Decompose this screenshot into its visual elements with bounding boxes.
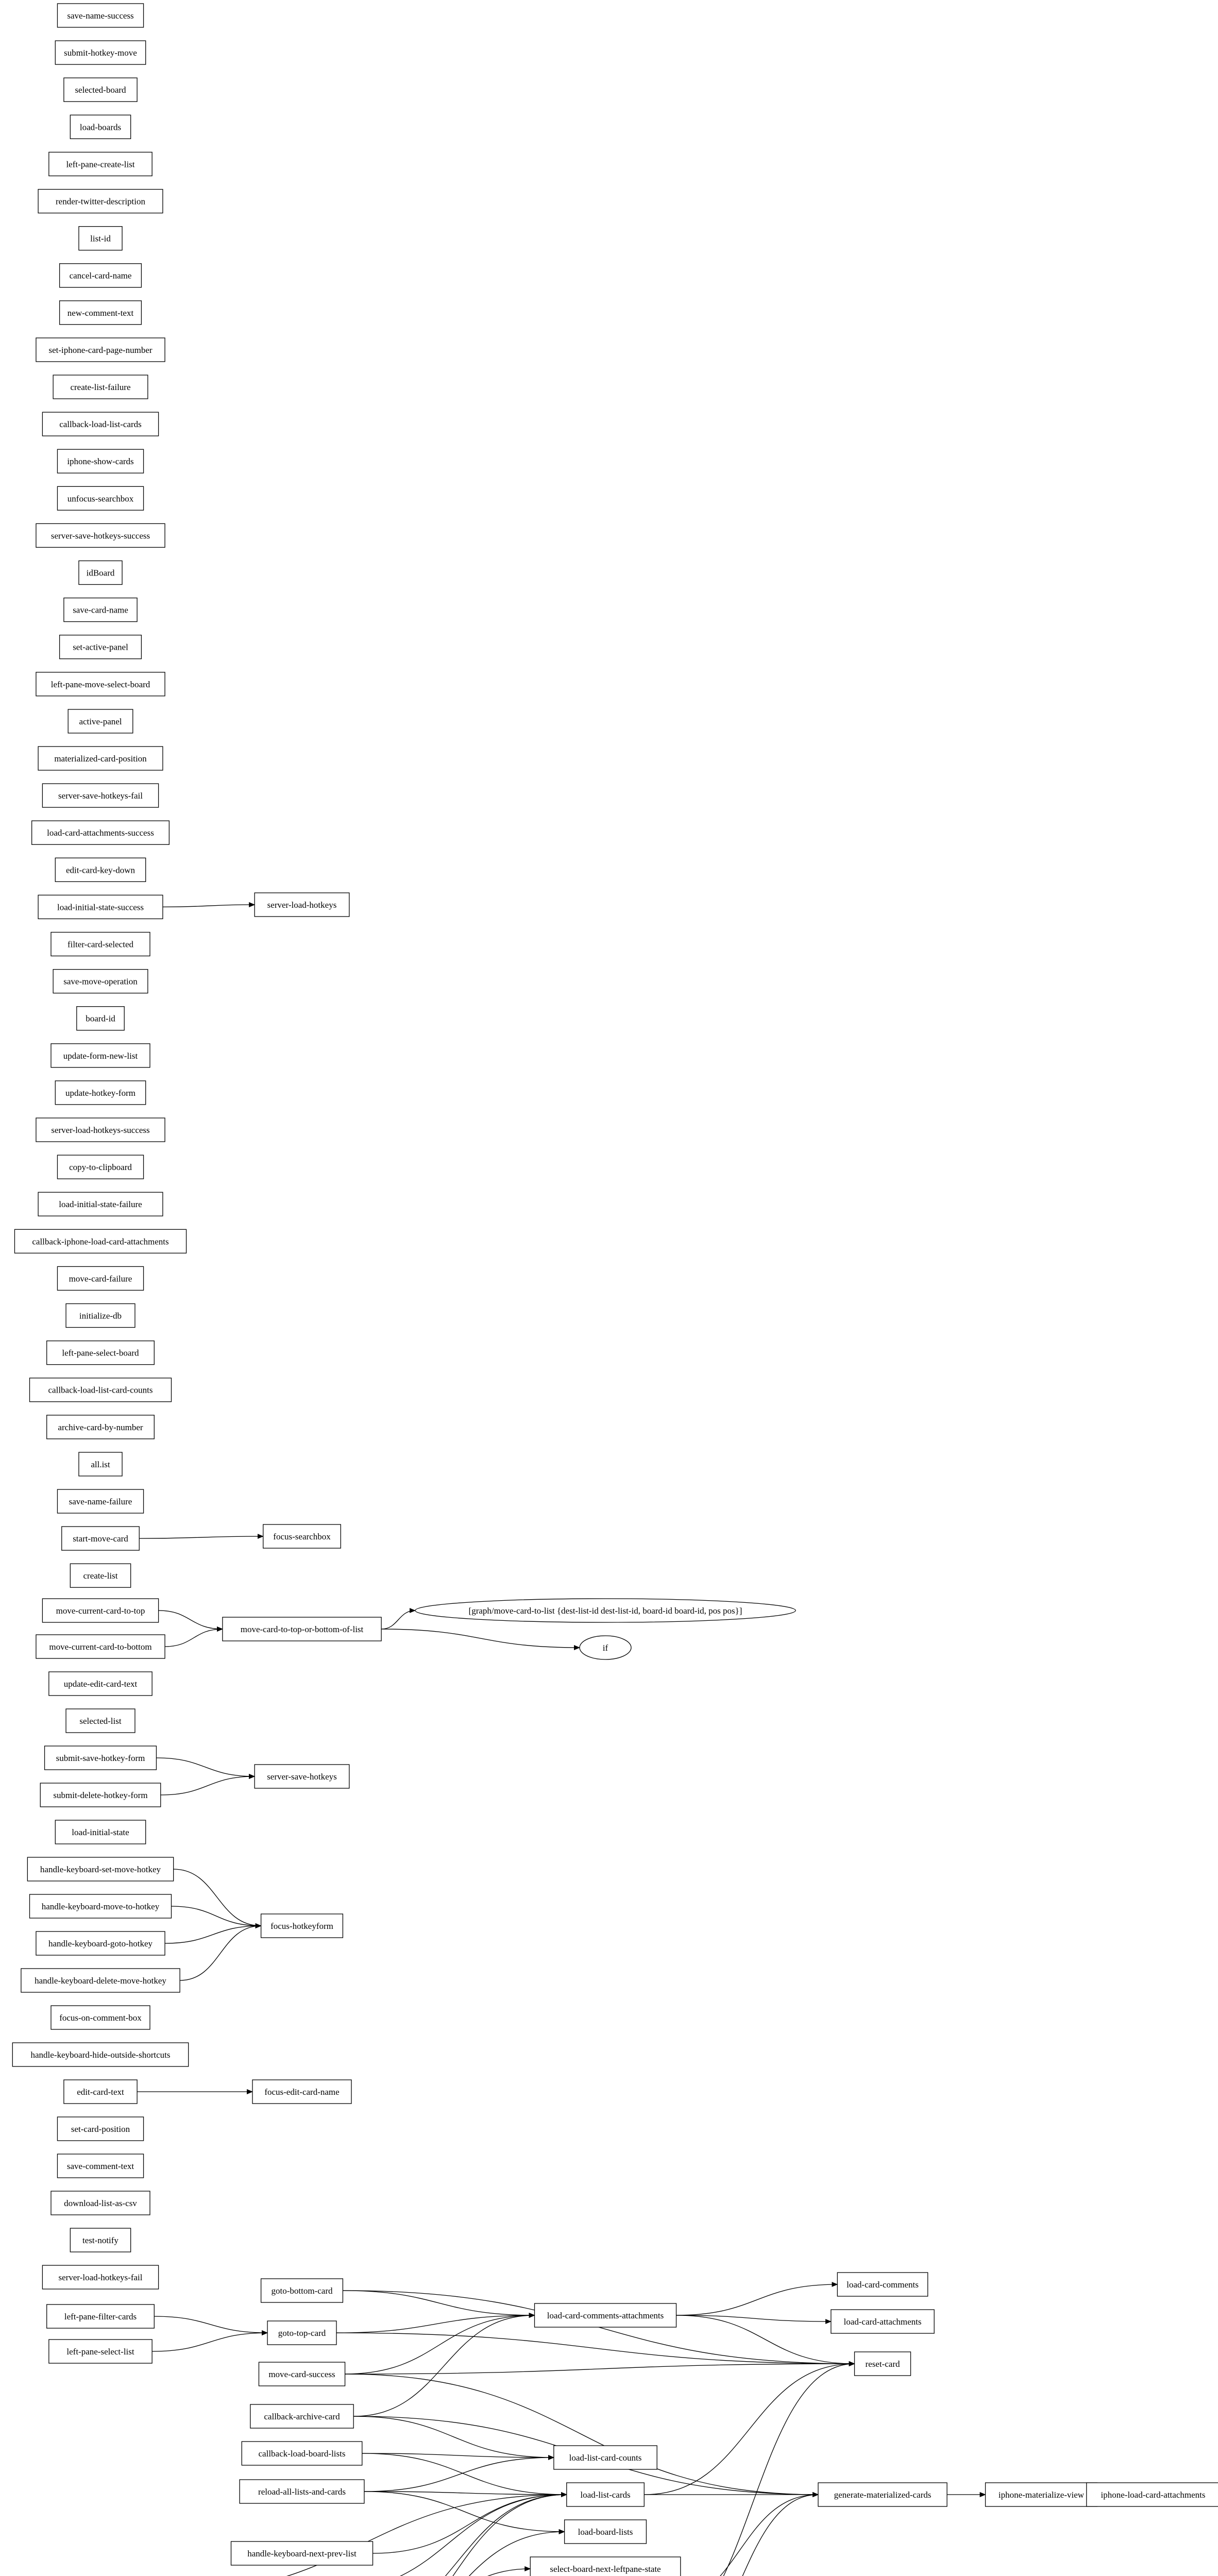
node-label: iphone-load-card-attachments bbox=[1101, 2490, 1206, 2500]
node-label: if bbox=[602, 1643, 608, 1653]
node-label: left-pane-create-list bbox=[66, 159, 135, 170]
graph-node-active-panel bbox=[68, 709, 133, 733]
node-label: edit-card-text bbox=[77, 2087, 124, 2097]
node-label: selected-list bbox=[79, 1716, 122, 1726]
graph-node-set-iphone-card-page-number bbox=[36, 338, 165, 362]
node-label: submit-hotkey-move bbox=[64, 48, 137, 58]
node-label: load-list-cards bbox=[580, 2490, 631, 2500]
graph-node-update-edit-card-text bbox=[49, 1672, 152, 1696]
node-label: server-save-hotkeys-fail bbox=[58, 791, 143, 801]
graph-node-load-board-lists bbox=[565, 2520, 647, 2544]
node-label: iphone-show-cards bbox=[67, 456, 134, 467]
node-label: left-pane-select-board bbox=[62, 1348, 139, 1358]
graph-node-board-id bbox=[77, 1007, 124, 1030]
graph-edge-load-initial-state-success-to-server-load-hotkeys-1 bbox=[163, 905, 255, 907]
node-label: handle-keyboard-move-to-hotkey bbox=[41, 1902, 160, 1911]
node-label: handle-keyboard-hide-outside-shortcuts bbox=[30, 2050, 171, 2060]
graph-node-graph-move-card bbox=[415, 1599, 796, 1622]
node-label: load-initial-state bbox=[72, 1827, 129, 1837]
node-label: set-card-position bbox=[71, 2124, 130, 2134]
graph-node-all-ist bbox=[79, 1452, 122, 1476]
node-label: create-list-failure bbox=[70, 382, 131, 392]
graph-node-server-load-hotkeys-1 bbox=[255, 893, 349, 917]
graph-node-generate-materialized-cards bbox=[818, 2483, 947, 2506]
graph-node-submit-delete-hotkey-form bbox=[40, 1783, 161, 1807]
graph-edge-move-card-success-to-reset-card bbox=[345, 2364, 855, 2374]
node-label: filter-card-selected bbox=[67, 939, 134, 950]
graph-node-callback-load-board-lists bbox=[242, 2442, 362, 2465]
graph-edge-change-list-sort-mode-to-generate-materialized-cards bbox=[657, 2495, 818, 2576]
graph-node-iphone-materialize-view bbox=[986, 2483, 1097, 2506]
node-label: goto-top-card bbox=[278, 2328, 326, 2338]
node-label: save-comment-text bbox=[66, 2161, 134, 2171]
graph-node-callback-load-list-cards bbox=[42, 412, 158, 436]
graph-node-save-move-operation bbox=[53, 970, 148, 993]
node-label: selected-board bbox=[75, 85, 126, 95]
graph-node-archive-card-by-number bbox=[47, 1415, 155, 1439]
node-label: initialize-db bbox=[79, 1311, 122, 1321]
graph-edge-move-card-success-to-load-card-comments-attachments bbox=[345, 2315, 535, 2374]
node-label: [graph/move-card-to-list {dest-list-id dest-list-id, board-id board-id, pos pos}] bbox=[468, 1606, 742, 1616]
graph-node-server-save-hotkeys bbox=[255, 1765, 349, 1788]
graph-node-select-board-next-leftpane-state bbox=[530, 2557, 681, 2576]
node-label: load-card-attachments-success bbox=[47, 828, 154, 838]
node-label: move-card-failure bbox=[69, 1274, 132, 1284]
node-label: list-id bbox=[90, 233, 111, 244]
graph-node-server-save-hotkeys-fail bbox=[42, 784, 158, 807]
graph-edge-left-pane-set-form-text-to-generate-materialized-cards bbox=[661, 2495, 818, 2576]
graph-node-filter-card-selected bbox=[51, 933, 150, 956]
graph-node-focus-hotkeyform bbox=[261, 1914, 343, 1938]
graph-node-unfocus-searchbox bbox=[57, 486, 143, 510]
graph-node-load-card-comments-attachments bbox=[535, 2303, 676, 2327]
graph-node-left-pane-move-select-board bbox=[36, 672, 165, 696]
graph-node-save-name-success bbox=[57, 4, 143, 27]
graph-node-reset-card bbox=[855, 2352, 911, 2376]
node-label: update-edit-card-text bbox=[63, 1679, 138, 1689]
graph-node-list-id bbox=[79, 227, 122, 250]
node-label: server-load-hotkeys-fail bbox=[58, 2273, 143, 2282]
graph-edge-load-card-comments-attachments-to-reset-card bbox=[676, 2315, 855, 2364]
graph-node-render-twitter-description bbox=[38, 190, 163, 213]
node-label: callback-archive-card bbox=[264, 2412, 340, 2421]
node-label: new-comment-text bbox=[67, 308, 134, 318]
node-label: create-list bbox=[83, 1571, 118, 1581]
node-label: callback-load-list-card-counts bbox=[48, 1385, 153, 1395]
graph-edge-move-card-success-to-generate-materialized-cards bbox=[345, 2374, 818, 2495]
graph-edge-load-card-comments-attachments-to-load-card-attachments bbox=[676, 2315, 831, 2321]
node-label: generate-materialized-cards bbox=[834, 2490, 932, 2500]
node-label: move-current-card-to-top bbox=[56, 1606, 145, 1616]
node-label: render-twitter-description bbox=[56, 196, 145, 207]
node-label: server-load-hotkeys-success bbox=[51, 1125, 150, 1135]
graph-edge-callback-archive-card-to-load-card-comments-attachments bbox=[353, 2315, 534, 2416]
graph-node-update-form-new-list bbox=[51, 1044, 150, 1067]
node-label: submit-save-hotkey-form bbox=[56, 1753, 145, 1763]
node-label: test-notify bbox=[82, 2235, 119, 2245]
graph-edge-callback-load-board-lists-to-load-list-card-counts bbox=[362, 2453, 554, 2458]
graph-node-create-list-failure bbox=[53, 375, 148, 399]
node-label: left-pane-filter-cards bbox=[64, 2312, 137, 2321]
node-label: load-card-comments-attachments bbox=[547, 2311, 664, 2320]
graph-node-callback-iphone-load-card-attachments bbox=[14, 1229, 186, 1253]
node-label: download-list-as-csv bbox=[64, 2198, 137, 2208]
graph-node-goto-bottom-card bbox=[261, 2279, 343, 2302]
graph-node-server-load-hotkeys-success bbox=[36, 1118, 165, 1142]
graph-node-create-list bbox=[70, 1564, 130, 1587]
graph-node-save-card-name bbox=[64, 598, 137, 622]
graph-node-load-card-comments bbox=[837, 2273, 927, 2296]
graph-node-set-card-position bbox=[57, 2117, 143, 2141]
graph-edge-submit-delete-hotkey-form-to-server-save-hotkeys bbox=[161, 1776, 255, 1795]
graph-node-edit-card-key-down bbox=[55, 858, 145, 882]
graph-node-copy-to-clipboard bbox=[57, 1155, 143, 1179]
graph-edge-reload-all-lists-and-cards-to-load-list-card-counts bbox=[364, 2458, 554, 2492]
node-label: update-form-new-list bbox=[63, 1050, 138, 1061]
graph-edge-move-card-to-top-or-bottom-of-list-to-graph-move-card bbox=[381, 1611, 415, 1629]
node-label: load-initial-state-failure bbox=[59, 1199, 142, 1210]
graph-node-move-card-to-top-or-bottom-of-list bbox=[223, 1617, 381, 1641]
graph-node-server-load-hotkeys-fail bbox=[42, 2265, 158, 2289]
graph-edge-move-card-to-top-or-bottom-of-list-to-if bbox=[381, 1629, 580, 1648]
node-label: server-load-hotkeys bbox=[267, 900, 337, 910]
graph-node-initialize-db bbox=[66, 1304, 135, 1328]
node-label: idBoard bbox=[86, 568, 115, 578]
node-label: load-card-attachments bbox=[843, 2317, 922, 2327]
node-label: callback-load-list-cards bbox=[59, 419, 142, 430]
graph-node-submit-save-hotkey-form bbox=[45, 1746, 157, 1770]
node-label: move-card-success bbox=[268, 2369, 335, 2379]
graph-node-load-boards bbox=[70, 115, 130, 139]
graph-edge-start-move-card-to-focus-searchbox bbox=[139, 1536, 263, 1538]
graph-edge-load-card-comments-attachments-to-load-card-comments bbox=[676, 2284, 838, 2315]
node-label: unfocus-searchbox bbox=[67, 494, 134, 504]
graph-node-move-current-card-to-bottom bbox=[36, 1635, 165, 1658]
graph-node-handle-keyboard-hide-outside-shortcuts bbox=[12, 2043, 188, 2066]
graph-node-load-initial-state bbox=[55, 1820, 145, 1844]
graph-node-move-card-failure bbox=[57, 1266, 143, 1290]
node-label: active-panel bbox=[79, 716, 122, 726]
graph-edge-left-pane-filter-cards-to-goto-top-card bbox=[154, 2316, 267, 2333]
graph-edge-goto-top-card-to-load-card-comments-attachments bbox=[336, 2315, 535, 2333]
graph-node-save-comment-text bbox=[57, 2154, 143, 2178]
node-label: focus-edit-card-name bbox=[264, 2087, 340, 2097]
graph-node-handle-keyboard-delete-move-hotkey bbox=[21, 1969, 180, 1992]
graph-edge-move-current-card-to-top-to-move-card-to-top-or-bottom-of-list bbox=[159, 1611, 223, 1629]
graph-node-update-hotkey-form bbox=[55, 1081, 145, 1105]
node-label: server-save-hotkeys-success bbox=[50, 531, 150, 541]
node-label: all.ist bbox=[91, 1459, 110, 1469]
node-label: server-save-hotkeys bbox=[267, 1772, 337, 1782]
node-label: set-iphone-card-page-number bbox=[48, 345, 153, 355]
node-label: goto-bottom-card bbox=[271, 2286, 333, 2296]
graph-node-move-current-card-to-top bbox=[42, 1599, 158, 1622]
graph-node-left-pane-filter-cards bbox=[47, 2304, 155, 2328]
graph-edge-handle-keyboard-move-to-hotkey-to-focus-hotkeyform bbox=[172, 1906, 261, 1926]
graph-node-edit-card-text bbox=[64, 2080, 137, 2104]
graph-node-callback-archive-card bbox=[250, 2404, 353, 2428]
graph-node-handle-keyboard-goto-hotkey bbox=[36, 1931, 165, 1955]
graph-node-test-notify bbox=[70, 2228, 130, 2252]
node-label: cancel-card-name bbox=[69, 270, 132, 281]
graph-node-server-save-hotkeys-success bbox=[36, 523, 165, 547]
graph-edge-select-board-to-select-board-next-leftpane-state bbox=[334, 2569, 530, 2576]
graph-node-iphone-show-cards bbox=[57, 449, 143, 473]
node-label: board-id bbox=[86, 1013, 115, 1024]
graph-node-left-pane-select-list bbox=[49, 2340, 152, 2363]
graph-edge-handle-keyboard-delete-move-hotkey-to-focus-hotkeyform bbox=[180, 1926, 261, 1980]
graph-node-selected-board bbox=[64, 78, 137, 101]
graph-node-materialized-card-position bbox=[38, 747, 163, 770]
graph-node-handle-keyboard-set-move-hotkey bbox=[27, 1857, 173, 1881]
graph-node-load-card-attachments-success bbox=[32, 821, 170, 844]
graph-node-focus-on-comment-box bbox=[51, 2006, 150, 2029]
node-label: save-card-name bbox=[73, 605, 128, 615]
node-label: focus-on-comment-box bbox=[59, 2013, 142, 2023]
graph-edge-left-pane-select-list-to-goto-top-card bbox=[152, 2333, 267, 2351]
node-label: start-move-card bbox=[73, 1534, 128, 1544]
node-label: update-hotkey-form bbox=[65, 1088, 136, 1098]
node-label: focus-hotkeyform bbox=[270, 1921, 333, 1931]
node-label: reset-card bbox=[865, 2359, 900, 2369]
node-label: load-card-comments bbox=[847, 2280, 919, 2290]
node-label: left-pane-move-select-board bbox=[50, 679, 150, 689]
graph-node-load-initial-state-success bbox=[38, 895, 163, 919]
graph-edge-submit-save-hotkey-form-to-server-save-hotkeys bbox=[156, 1758, 255, 1776]
graph-node-load-initial-state-failure bbox=[38, 1192, 163, 1216]
graph-edge-handle-keyboard-set-move-hotkey-to-focus-hotkeyform bbox=[174, 1869, 261, 1926]
graph-edge-route-goto-card-id-to-reset-card bbox=[651, 2364, 855, 2576]
graph-node-new-comment-text bbox=[60, 301, 142, 325]
node-label: save-name-success bbox=[67, 11, 134, 21]
node-label: move-current-card-to-bottom bbox=[49, 1642, 152, 1652]
graph-node-load-card-attachments bbox=[831, 2310, 934, 2333]
node-label: move-card-to-top-or-bottom-of-list bbox=[240, 1624, 364, 1634]
graph-node-set-active-panel bbox=[60, 635, 142, 659]
graph-node-reload-all-lists-and-cards bbox=[240, 2480, 364, 2503]
node-label: reload-all-lists-and-cards bbox=[258, 2487, 346, 2497]
graph-node-submit-hotkey-move bbox=[55, 41, 145, 64]
node-label: load-board-lists bbox=[578, 2527, 633, 2537]
graph-node-focus-searchbox bbox=[263, 1524, 341, 1548]
graph-node-move-card-success bbox=[259, 2362, 345, 2386]
node-label: handle-keyboard-next-prev-list bbox=[247, 2549, 357, 2558]
graph-node-idBoard bbox=[79, 561, 122, 585]
node-label: select-board-next-leftpane-state bbox=[550, 2564, 661, 2574]
graph-node-goto-top-card bbox=[267, 2321, 336, 2345]
graph-node-focus-edit-card-name bbox=[252, 2080, 351, 2104]
node-label: handle-keyboard-delete-move-hotkey bbox=[35, 1976, 166, 1986]
node-label: load-list-card-counts bbox=[569, 2453, 642, 2463]
graph-edge-goto-bottom-card-to-load-card-comments-attachments bbox=[343, 2291, 534, 2315]
node-label: iphone-materialize-view bbox=[998, 2490, 1085, 2500]
node-label: handle-keyboard-goto-hotkey bbox=[48, 1939, 153, 1948]
node-label: submit-delete-hotkey-form bbox=[53, 1790, 148, 1800]
graph-node-handle-keyboard-next-prev-list bbox=[231, 2541, 373, 2565]
node-label: callback-load-board-lists bbox=[258, 2449, 346, 2459]
graph-node-left-pane-select-board bbox=[47, 1341, 155, 1365]
graph-node-handle-keyboard-move-to-hotkey bbox=[30, 1894, 172, 1918]
node-label: save-move-operation bbox=[63, 976, 138, 987]
node-label: copy-to-clipboard bbox=[69, 1162, 132, 1173]
node-label: set-active-panel bbox=[73, 642, 128, 652]
node-label: save-name-failure bbox=[69, 1497, 132, 1506]
node-label: handle-keyboard-set-move-hotkey bbox=[40, 1865, 161, 1874]
node-label: left-pane-select-list bbox=[66, 2347, 134, 2357]
graph-node-iphone-load-card-attachments bbox=[1087, 2483, 1218, 2506]
graph-edge-callback-load-board-lists-to-load-list-cards bbox=[362, 2453, 567, 2495]
graph-node-load-list-card-counts bbox=[554, 2446, 657, 2469]
graph-node-if bbox=[580, 1636, 631, 1659]
graph-node-save-name-failure bbox=[57, 1489, 143, 1513]
node-label: load-initial-state-success bbox=[57, 902, 144, 912]
graph-node-start-move-card bbox=[62, 1527, 140, 1550]
node-label: edit-card-key-down bbox=[65, 865, 136, 875]
graph-edge-handle-keyboard-next-prev-list-to-load-list-cards bbox=[373, 2495, 567, 2553]
node-label: materialized-card-position bbox=[54, 754, 147, 764]
graph-node-left-pane-create-list bbox=[49, 152, 152, 176]
node-label: archive-card-by-number bbox=[58, 1422, 143, 1432]
graph-node-callback-load-list-card-counts bbox=[30, 1378, 172, 1402]
graph-node-selected-list bbox=[66, 1709, 135, 1733]
nodes-layer bbox=[0, 4, 1218, 2576]
graph-node-load-list-cards bbox=[567, 2483, 645, 2506]
node-label: load-boards bbox=[79, 122, 122, 132]
graph-node-cancel-card-name bbox=[60, 264, 142, 287]
node-label: callback-iphone-load-card-attachments bbox=[32, 1236, 169, 1247]
graph-node-download-list-as-csv bbox=[51, 2191, 150, 2215]
node-label: focus-searchbox bbox=[273, 1532, 331, 1541]
graph-edge-move-current-card-to-bottom-to-move-card-to-top-or-bottom-of-list bbox=[165, 1629, 223, 1647]
